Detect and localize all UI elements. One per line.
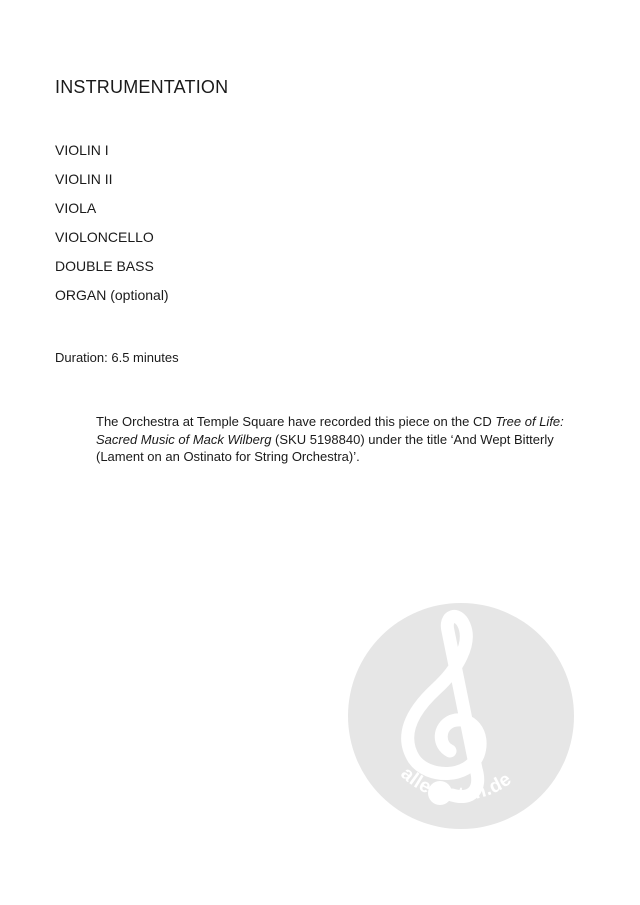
watermark-logo [348, 603, 574, 829]
instrument-list [55, 141, 169, 315]
watermark-text: alle-noten.de [396, 763, 516, 806]
instrument-item: VIOLONCELLO [55, 229, 154, 245]
instrument-item: ORGAN (optional) [55, 287, 169, 303]
instrument-item: VIOLIN I [55, 142, 109, 158]
instrument-item: VIOLA [55, 200, 97, 216]
cd-title: Tree of Life: Sacred Music of Mack Wilberg [96, 414, 564, 447]
instrument-item: VIOLIN II [55, 171, 113, 187]
instrument-item: DOUBLE BASS [55, 258, 154, 274]
recording-note [96, 413, 566, 466]
recording-note-text: The Orchestra at Temple Square have recorded this piece on the CD [96, 414, 496, 429]
recording-note-text-end: (SKU 5198840) under the title ‘And Wept Bitterly (Lament on an Ostinato for String Orchestra)’. [96, 431, 554, 464]
duration-text: Duration: 6.5 minutes [55, 350, 179, 365]
page-title: INSTRUMENTATION [55, 77, 229, 97]
